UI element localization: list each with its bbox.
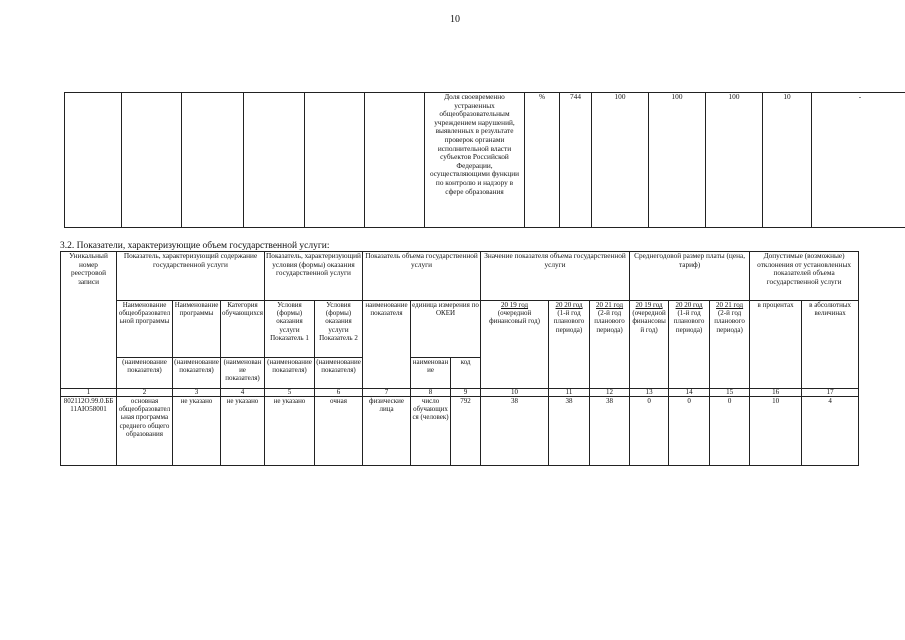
value-cell: - [812,93,905,228]
reg-number: 802112О.99.0.ББ11АЮ58001 [61,397,117,466]
header-indicator-name: наименование показателя [363,301,411,389]
header-unit-code: код [451,358,481,389]
value-cell: 100 [592,93,649,228]
header-volume-indicator: Показатель объема государственной услуги [363,252,481,301]
header-program-name: Наименование общеобразовательной программы [117,301,173,358]
header-in-absolute: в абсолютных величинах [802,301,859,389]
table-row [61,252,859,301]
table-row [61,301,859,358]
fee-2020: 0 [669,397,710,466]
table-row [61,397,859,466]
header-conditions-indicator: Показатель, характеризующий условия (формы) оказания государственной услуги [265,252,363,301]
header-volume-value: Значение показателя объема государственной услуги [481,252,630,301]
header-unit-okei: единица измерения по ОКЕИ [411,301,481,358]
header-deviation: Допустимые (возможные) отклонения от установленных показателей объема государственной услуги [750,252,859,301]
value-2021: 38 [590,397,630,466]
column-number: 8 [411,389,451,397]
section-title: 3.2. Показатели, характеризующие объем государственной услуги: [60,241,330,251]
deviation-percent: 10 [750,397,802,466]
unit-name: число обучающихся (человек) [411,397,451,466]
header-year-2020: 20 20 год (1-й год планового периода) [549,301,590,389]
page-number: 10 [450,14,460,25]
header-unique-number: Уникальный номер реестровой записи [61,252,117,389]
column-number: 12 [590,389,630,397]
volume-indicator-table [60,251,859,466]
header-hint: (наименование показателя) [315,358,363,389]
indicator-name: физические лица [363,397,411,466]
header-programs: Наименование программы [173,301,221,358]
header-year-2019: 20 19 год (очередной финансовый год) [481,301,549,389]
header-category: Категория обучающихся [221,301,265,358]
column-number: 13 [630,389,669,397]
indicator-text: Доля своевременно устраненных общеобразовательным учреждением нарушений, выявленных в результате проверок органами исполнительной власти субъектов Российской Федерации, осуществляющими функции по контролю и надзору в сфере образования [425,93,525,228]
value-cell: 100 [706,93,763,228]
condition-1: не указано [265,397,315,466]
column-number: 11 [549,389,590,397]
column-number: 1 [61,389,117,397]
code-cell: 744 [560,93,592,228]
quality-indicator-table [64,92,905,228]
header-fee-2019: 20 19 год (очередной финансовый год) [630,301,669,389]
column-number: 7 [363,389,411,397]
column-number: 4 [221,389,265,397]
column-number: 14 [669,389,710,397]
column-number: 5 [265,389,315,397]
value-cell: 100 [649,93,706,228]
value-2020: 38 [549,397,590,466]
column-number: 3 [173,389,221,397]
column-number: 17 [802,389,859,397]
header-fee-2021: 20 21 год (2-й год планового периода) [710,301,750,389]
category: не указано [221,397,265,466]
header-hint: (наименование показателя) [221,358,265,389]
column-number: 10 [481,389,549,397]
value-cell: 10 [763,93,812,228]
deviation-absolute: 4 [802,397,859,466]
value-2019: 38 [481,397,549,466]
header-hint: (наименование показателя) [265,358,315,389]
header-hint: (наименование показателя) [173,358,221,389]
header-avg-fee: Среднегодовой размер платы (цена, тариф) [630,252,750,301]
column-number: 2 [117,389,173,397]
header-hint: (наименование показателя) [117,358,173,389]
header-year-2021: 20 21 год (2-й год планового периода) [590,301,630,389]
column-number: 9 [451,389,481,397]
header-fee-2020: 20 20 год (1-й год планового периода) [669,301,710,389]
unit-cell: % [525,93,560,228]
header-in-percent: в процентах [750,301,802,389]
column-number: 16 [750,389,802,397]
header-content-indicator: Показатель, характеризующий содержание государственной услуги [117,252,265,301]
program-name: основная общеобразовательная программа среднего общего образования [117,397,173,466]
column-number-row [61,389,859,397]
fee-2019: 0 [630,397,669,466]
column-number: 15 [710,389,750,397]
fee-2021: 0 [710,397,750,466]
column-number: 6 [315,389,363,397]
programs: не указано [173,397,221,466]
header-cond1: Условия (формы) оказания услуги Показатель 1 [265,301,315,358]
condition-2: очная [315,397,363,466]
header-cond2: Условия (формы) оказания услуги Показатель 2 [315,301,363,358]
header-unit-name: наименование [411,358,451,389]
unit-code: 792 [451,397,481,466]
table-row [65,93,905,228]
